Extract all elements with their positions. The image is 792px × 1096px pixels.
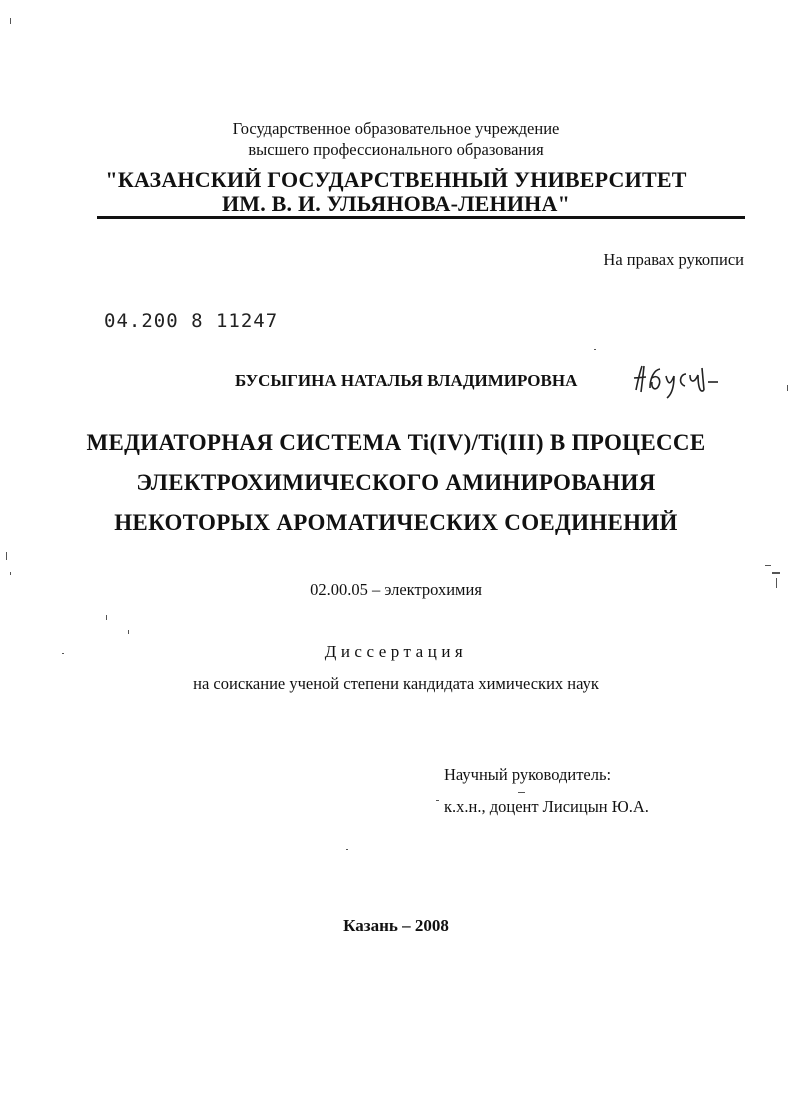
scan-speck — [772, 572, 780, 574]
degree-line: на соискание ученой степени кандидата химических наук — [193, 674, 599, 693]
document-type: Диссертация — [324, 642, 468, 661]
scan-speck — [436, 800, 439, 801]
scan-speck — [787, 385, 788, 391]
scan-speck — [6, 552, 7, 560]
institution-line-2: высшего профессионального образования — [248, 140, 544, 159]
author-name: БУСЫГИНА НАТАЛЬЯ ВЛАДИМИРОВНА — [235, 371, 578, 390]
university-line-2: ИМ. В. И. УЛЬЯНОВА-ЛЕНИНА" — [222, 191, 570, 216]
scan-speck — [10, 572, 11, 575]
rights-note: На правах рукописи — [603, 250, 744, 269]
specialty-code: 02.00.05 – электрохимия — [310, 580, 482, 599]
scan-speck — [518, 792, 525, 793]
city-year: Казань – 2008 — [343, 916, 449, 935]
scan-speck — [106, 615, 107, 620]
supervisor-name: к.х.н., доцент Лисицын Ю.А. — [444, 797, 649, 816]
scan-speck — [776, 578, 777, 588]
author-signature — [630, 360, 720, 400]
scan-speck — [128, 630, 129, 634]
title-line-2: ЭЛЕКТРОХИМИЧЕСКОГО АМИНИРОВАНИЯ — [136, 470, 656, 495]
scan-speck — [594, 349, 596, 350]
title-line-3: НЕКОТОРЫХ АРОМАТИЧЕСКИХ СОЕДИНЕНИЙ — [114, 510, 678, 535]
title-line-1: МЕДИАТОРНАЯ СИСТЕМА Ti(IV)/Ti(III) В ПРОЦЕССЕ — [86, 430, 706, 455]
supervisor-label: Научный руководитель: — [444, 765, 612, 784]
scan-speck — [346, 849, 348, 850]
scan-speck — [10, 18, 11, 24]
institution-line-1: Государственное образовательное учреждение — [232, 119, 560, 138]
scan-speck — [765, 565, 771, 566]
header-divider — [97, 216, 745, 219]
university-line-1: "КАЗАНСКИЙ ГОСУДАРСТВЕННЫЙ УНИВЕРСИТЕТ — [105, 167, 687, 192]
archive-stamp-number: 04.200 8 11247 — [104, 310, 279, 332]
scan-speck — [62, 653, 64, 654]
